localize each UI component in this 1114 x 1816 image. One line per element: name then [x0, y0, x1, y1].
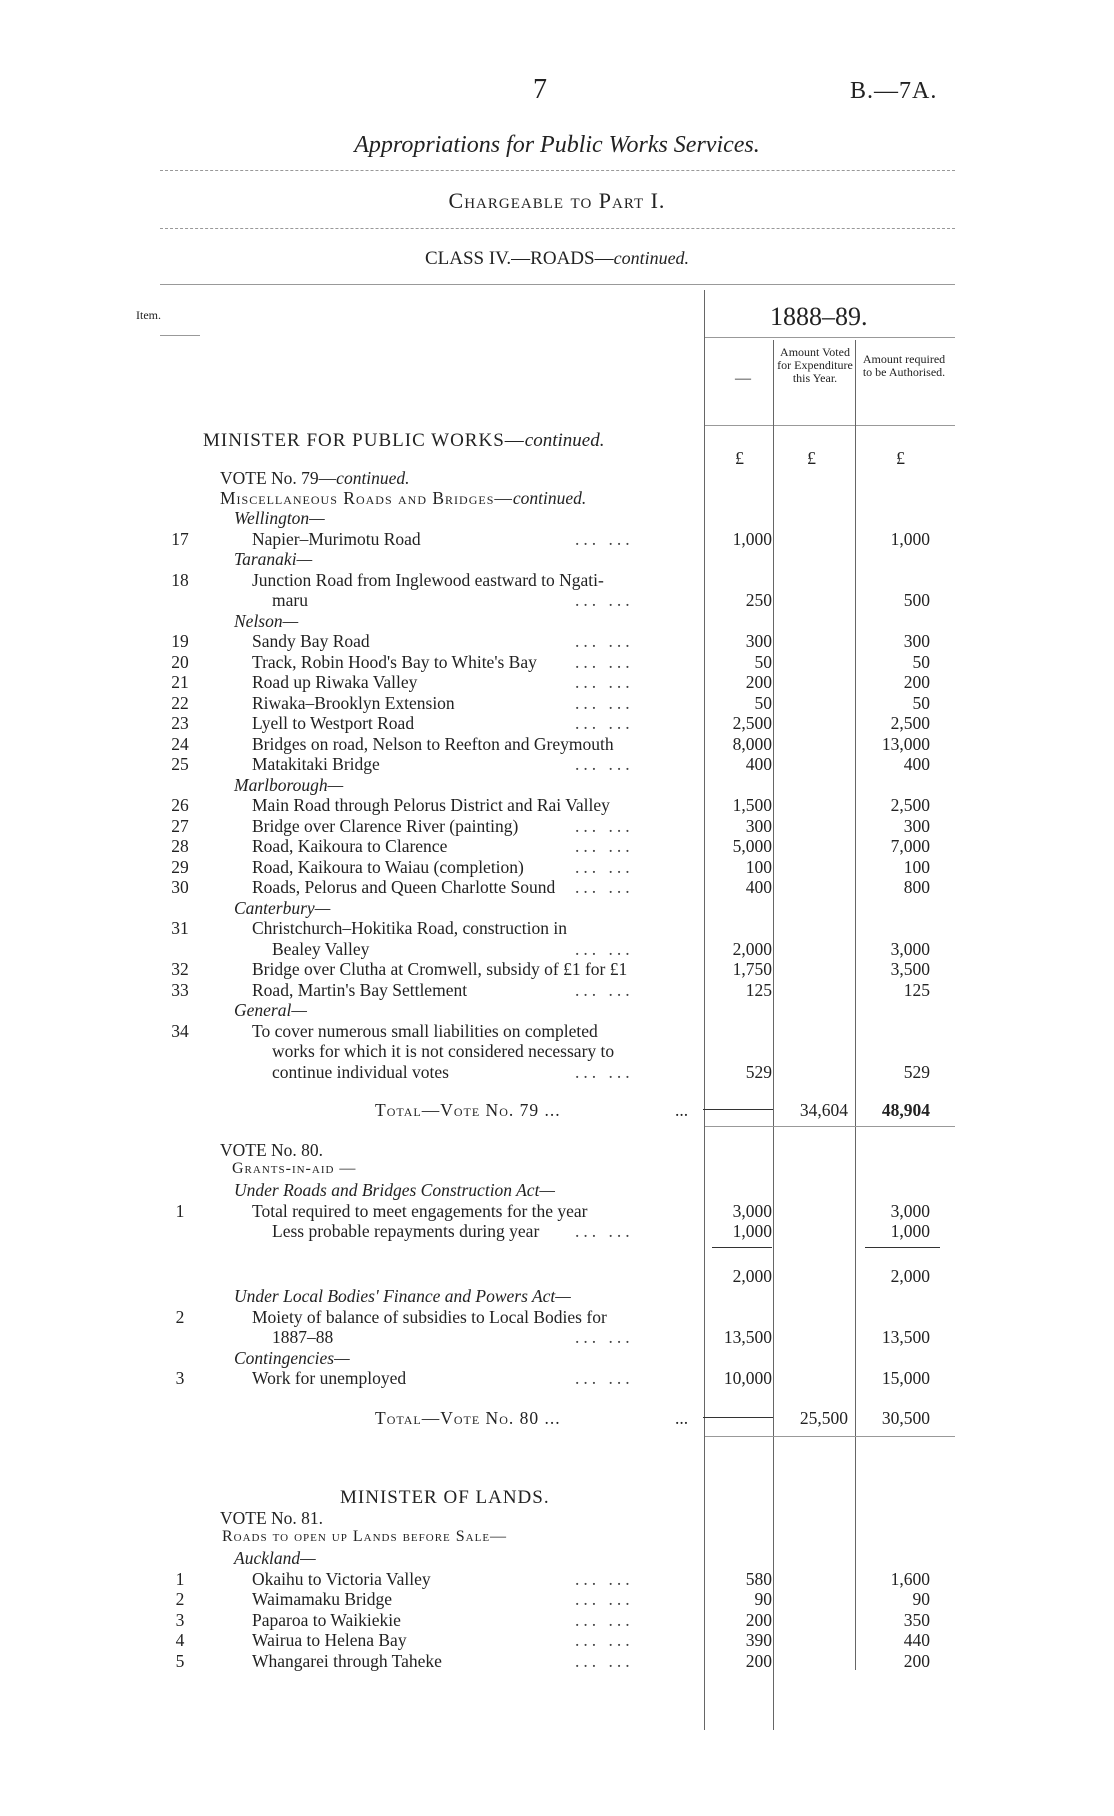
table-row: [0, 1021, 1114, 1041]
item-number: 3: [175, 1609, 185, 1630]
table-row: [0, 1548, 1114, 1568]
required-cell: 3,000: [890, 1200, 930, 1221]
amount-cell: 125: [745, 979, 772, 1000]
table-row: [0, 713, 1114, 733]
minister-heading: MINISTER OF LANDS.: [340, 1487, 550, 1508]
table-row: [0, 857, 1114, 877]
amount-cell: 1,500: [732, 795, 772, 815]
item-label: Main Road through Pelorus District and Rai Valley: [252, 795, 610, 815]
table-row: [0, 529, 1114, 549]
table-row: [0, 1651, 1114, 1671]
table-row: [0, 1180, 1114, 1200]
total-voted: 34,604: [799, 1100, 848, 1120]
item-label: Road, Kaikoura to Clarence: [252, 836, 448, 856]
item-number: 26: [171, 795, 189, 815]
subtotal-required: 2,000: [890, 1266, 930, 1286]
table-row: [0, 508, 1114, 528]
class-heading: CLASS IV.—ROADS—continued.: [424, 248, 690, 269]
table-row: [0, 1000, 1114, 1020]
amount-cell: 50: [754, 651, 772, 672]
divider: [705, 425, 955, 426]
table-row: [0, 1569, 1114, 1589]
item-label: Lyell to Westport Road: [252, 713, 415, 733]
leader-dots: ... ...: [575, 815, 634, 836]
required-cell: 3,500: [890, 959, 930, 979]
required-cell: 350: [903, 1609, 930, 1630]
amount-cell: 8,000: [732, 733, 772, 754]
document-reference: B.—7A.: [850, 78, 938, 104]
required-cell: 800: [903, 877, 930, 897]
item-number: 33: [171, 979, 189, 1000]
pound-sign: £: [896, 448, 905, 468]
table-row: [0, 918, 1114, 938]
item-label: Road up Riwaka Valley: [252, 672, 418, 692]
required-cell: 200: [903, 672, 930, 692]
subtotal-rule: [712, 1247, 772, 1248]
region-heading: General—: [234, 1000, 307, 1020]
table-row: [0, 939, 1114, 959]
item-number: 24: [171, 733, 189, 754]
region-heading: Taranaki—: [234, 549, 313, 569]
total-required: 48,904: [881, 1100, 930, 1120]
item-label: Bealey Valley: [272, 938, 370, 959]
leader-dots: ... ...: [575, 1221, 634, 1241]
amount-cell: 400: [745, 877, 772, 897]
leader-dots: ... ...: [575, 528, 634, 549]
item-number: 1: [175, 1200, 185, 1221]
item-number: 25: [171, 754, 189, 774]
leader-dots: ... ...: [575, 713, 634, 733]
table-row: [0, 549, 1114, 569]
table-row: [0, 877, 1114, 897]
item-label: Christchurch–Hokitika Road, construction in: [252, 918, 567, 938]
leader-dots: ... ...: [575, 836, 634, 856]
table-row: [0, 795, 1114, 815]
required-cell: 200: [903, 1650, 930, 1671]
item-number: 17: [171, 528, 189, 549]
leader-dots: ... ...: [575, 979, 634, 1000]
item-number: 23: [171, 713, 189, 733]
page-subtitle: Chargeable to Part I.: [448, 188, 666, 213]
total-row: [0, 1408, 1114, 1428]
region-heading: Marlborough—: [234, 774, 344, 795]
amount-cell: 250: [745, 590, 772, 610]
vote-heading: VOTE No. 79—continued.: [220, 468, 410, 488]
amount-cell: 1,750: [732, 959, 772, 979]
leader-dots: ... ...: [575, 938, 634, 959]
item-label: Track, Robin Hood's Bay to White's Bay: [252, 651, 537, 672]
vote-heading: VOTE No. 81.: [220, 1508, 324, 1528]
page-number: 7: [533, 74, 547, 105]
amount-cell: 200: [745, 1650, 772, 1671]
amount-cell: 300: [745, 815, 772, 836]
item-number: 31: [171, 918, 189, 938]
table-row: [0, 611, 1114, 631]
table-row: [0, 980, 1114, 1000]
required-cell: 529: [903, 1061, 930, 1082]
region-heading: Canterbury—: [234, 897, 331, 918]
total-row: [0, 1100, 1114, 1120]
required-cell: 300: [903, 815, 930, 836]
leader-dots: ... ...: [575, 631, 634, 651]
item-label: To cover numerous small liabilities on completed: [252, 1020, 598, 1041]
required-cell: 50: [912, 692, 930, 713]
item-label: Sandy Bay Road: [252, 631, 370, 651]
leader-dots: ... ...: [575, 1650, 634, 1671]
table-row: [0, 775, 1114, 795]
required-cell: 1,600: [890, 1568, 930, 1589]
required-cell: 13,000: [881, 733, 930, 754]
divider: [160, 170, 955, 171]
table-row: [0, 734, 1114, 754]
divider: [160, 335, 200, 336]
leader-dots: ... ...: [575, 590, 634, 610]
item-number: 30: [171, 877, 189, 897]
table-row: [0, 631, 1114, 651]
column-year-header: 1888–89.: [770, 302, 868, 331]
item-number: 22: [171, 692, 189, 713]
required-cell: 1,000: [890, 1221, 930, 1241]
amount-cell: 200: [745, 1609, 772, 1630]
item-label: Napier–Murimotu Road: [252, 528, 421, 549]
table-row: [0, 1201, 1114, 1221]
item-number: 18: [171, 569, 189, 590]
item-label: Riwaka–Brooklyn Extension: [252, 692, 455, 713]
item-label: maru: [272, 590, 308, 610]
subsection-heading: Miscellaneous Roads and Bridges—continued.: [220, 488, 587, 508]
item-label: Bridges on road, Nelson to Reefton and Greymouth: [252, 733, 614, 754]
subsection-heading: Roads to open up Lands before Sale—: [222, 1528, 508, 1545]
amount-cell: 1,000: [732, 528, 772, 549]
total-voted: 25,500: [799, 1408, 848, 1428]
item-label: Bridge over Clutha at Cromwell, subsidy of £1 for £1: [252, 959, 628, 979]
divider: [705, 337, 955, 338]
amount-cell: 2,500: [732, 713, 772, 733]
leader-dots: ... ...: [575, 1368, 634, 1388]
minister-heading: MINISTER FOR PUBLIC WORKS—continued.: [203, 430, 605, 451]
item-label: Road, Kaikoura to Waiau (completion): [252, 856, 524, 877]
table-row: [0, 1062, 1114, 1082]
item-number: 29: [171, 856, 189, 877]
amount-cell: 390: [745, 1630, 772, 1650]
subtotal-value: 2,000: [732, 1266, 772, 1286]
item-number: 20: [171, 651, 189, 672]
leader-dots: ... ...: [575, 672, 634, 692]
item-number: 19: [171, 631, 189, 651]
amount-cell: 10,000: [723, 1368, 772, 1388]
leader-dots: ... ...: [575, 1630, 634, 1650]
table-row: [0, 590, 1114, 610]
item-label: Whangarei through Taheke: [252, 1650, 442, 1671]
table-row: [0, 693, 1114, 713]
page-title: Appropriations for Public Works Services.: [354, 132, 760, 158]
item-number: 34: [171, 1020, 189, 1041]
leader-dots: ... ...: [575, 1589, 634, 1609]
leader-dots: ... ...: [575, 877, 634, 897]
amount-cell: 13,500: [723, 1327, 772, 1347]
leader-dots: ... ...: [575, 692, 634, 713]
amount-cell: 300: [745, 631, 772, 651]
amount-cell: 3,000: [732, 1200, 772, 1221]
table-row: [0, 754, 1114, 774]
leader-dots: ... ...: [575, 1609, 634, 1630]
divider: [705, 1436, 955, 1437]
leader-dots: ... ...: [575, 1327, 634, 1347]
total-dots: ...: [675, 1408, 689, 1428]
item-label: Paparoa to Waikiekie: [252, 1609, 401, 1630]
leader-dots: ... ...: [575, 1568, 634, 1589]
subsection-heading: Grants-in-aid —: [232, 1160, 357, 1177]
item-number: 2: [175, 1306, 185, 1327]
item-number: 28: [171, 836, 189, 856]
item-label: continue individual votes: [272, 1061, 449, 1082]
table-row: [0, 836, 1114, 856]
amount-cell: 90: [754, 1589, 772, 1609]
item-label: Road, Martin's Bay Settlement: [252, 979, 468, 1000]
region-heading: Auckland—: [234, 1548, 316, 1568]
column-item-header: Item.: [136, 308, 161, 322]
divider: [705, 1126, 955, 1127]
table-row: [0, 1286, 1114, 1306]
amount-cell: 200: [745, 672, 772, 692]
table-row: [0, 1630, 1114, 1650]
required-cell: 13,500: [881, 1327, 930, 1347]
leader-dots: ... ...: [575, 1061, 634, 1082]
subtotal-row: [0, 1266, 1114, 1286]
divider: [160, 284, 955, 285]
total-required: 30,500: [881, 1408, 930, 1428]
region-heading: Contingencies—: [234, 1347, 350, 1368]
required-cell: 400: [903, 754, 930, 774]
item-number: 1: [175, 1568, 185, 1589]
total-label: Total—Vote No. 80 ...: [375, 1408, 561, 1428]
amount-cell: 2,000: [732, 938, 772, 959]
amount-cell: 400: [745, 754, 772, 774]
amount-cell: 50: [754, 692, 772, 713]
item-number: 3: [175, 1368, 185, 1388]
item-label: Work for unemployed: [252, 1368, 407, 1388]
item-number: 2: [175, 1589, 185, 1609]
required-cell: 2,500: [890, 713, 930, 733]
required-cell: 7,000: [890, 836, 930, 856]
item-number: 5: [175, 1650, 185, 1671]
table-row: [0, 1307, 1114, 1327]
required-cell: 100: [903, 856, 930, 877]
required-cell: 50: [912, 651, 930, 672]
pound-sign: £: [735, 448, 744, 468]
table-row: [0, 672, 1114, 692]
item-label: Waimamaku Bridge: [252, 1589, 393, 1609]
table-row: [0, 898, 1114, 918]
item-label: Total required to meet engagements for the year: [252, 1200, 588, 1221]
item-number: 21: [171, 672, 189, 692]
item-number: 32: [171, 959, 189, 979]
divider: [160, 228, 955, 229]
item-label: Bridge over Clarence River (painting): [252, 815, 519, 836]
table-row: [0, 1610, 1114, 1630]
item-label: Moiety of balance of subsidies to Local Bodies for: [252, 1306, 607, 1327]
region-heading: Wellington—: [234, 508, 325, 528]
column-required-header: Amount required to be Authorised.: [862, 352, 946, 379]
amount-cell: 580: [745, 1568, 772, 1589]
column-dash-header: —: [735, 370, 751, 387]
leader-dots: ... ...: [575, 856, 634, 877]
item-label: Less probable repayments during year: [272, 1221, 540, 1241]
table-row: [0, 570, 1114, 590]
item-label: Okaihu to Victoria Valley: [252, 1568, 431, 1589]
table-row: [0, 816, 1114, 836]
required-cell: 1,000: [890, 528, 930, 549]
table-row: [0, 1221, 1114, 1241]
required-cell: 500: [903, 590, 930, 610]
item-label: Wairua to Helena Bay: [252, 1630, 407, 1650]
item-label: Roads, Pelorus and Queen Charlotte Sound: [252, 877, 556, 897]
column-voted-header: Amount Voted for Expenditure this Year.: [777, 345, 853, 385]
item-number: 4: [175, 1630, 185, 1650]
total-label: Total—Vote No. 79 ...: [375, 1100, 561, 1120]
leader-dots: ... ...: [575, 651, 634, 672]
required-cell: 2,500: [890, 795, 930, 815]
required-cell: 125: [903, 979, 930, 1000]
region-heading: Under Local Bodies' Finance and Powers Act—: [234, 1286, 571, 1306]
leader-dots: ... ...: [575, 754, 634, 774]
item-label: 1887–88: [272, 1327, 334, 1347]
total-dots: ...: [675, 1100, 689, 1120]
item-number: 27: [171, 815, 189, 836]
amount-cell: 5,000: [732, 836, 772, 856]
vote-heading: VOTE No. 80.: [220, 1140, 324, 1160]
required-cell: 440: [903, 1630, 930, 1650]
table-row: [0, 1348, 1114, 1368]
table-row: [0, 1041, 1114, 1061]
item-label: Junction Road from Inglewood eastward to Ngati-: [252, 569, 604, 590]
required-cell: 300: [903, 631, 930, 651]
table-row: [0, 1589, 1114, 1609]
amount-cell: 529: [745, 1061, 772, 1082]
region-heading: Under Roads and Bridges Construction Act—: [234, 1180, 555, 1200]
pound-sign: £: [807, 448, 816, 468]
required-cell: 3,000: [890, 938, 930, 959]
subtotal-rule: [865, 1247, 940, 1248]
table-row: [0, 1327, 1114, 1347]
item-label: Matakitaki Bridge: [252, 754, 380, 774]
item-label: works for which it is not considered necessary to: [272, 1041, 615, 1061]
amount-cell: 1,000: [732, 1221, 772, 1241]
required-cell: 15,000: [881, 1368, 930, 1388]
table-row: [0, 1368, 1114, 1388]
region-heading: Nelson—: [234, 610, 299, 631]
required-cell: 90: [912, 1589, 930, 1609]
table-row: [0, 652, 1114, 672]
amount-cell: 100: [745, 856, 772, 877]
table-row: [0, 959, 1114, 979]
